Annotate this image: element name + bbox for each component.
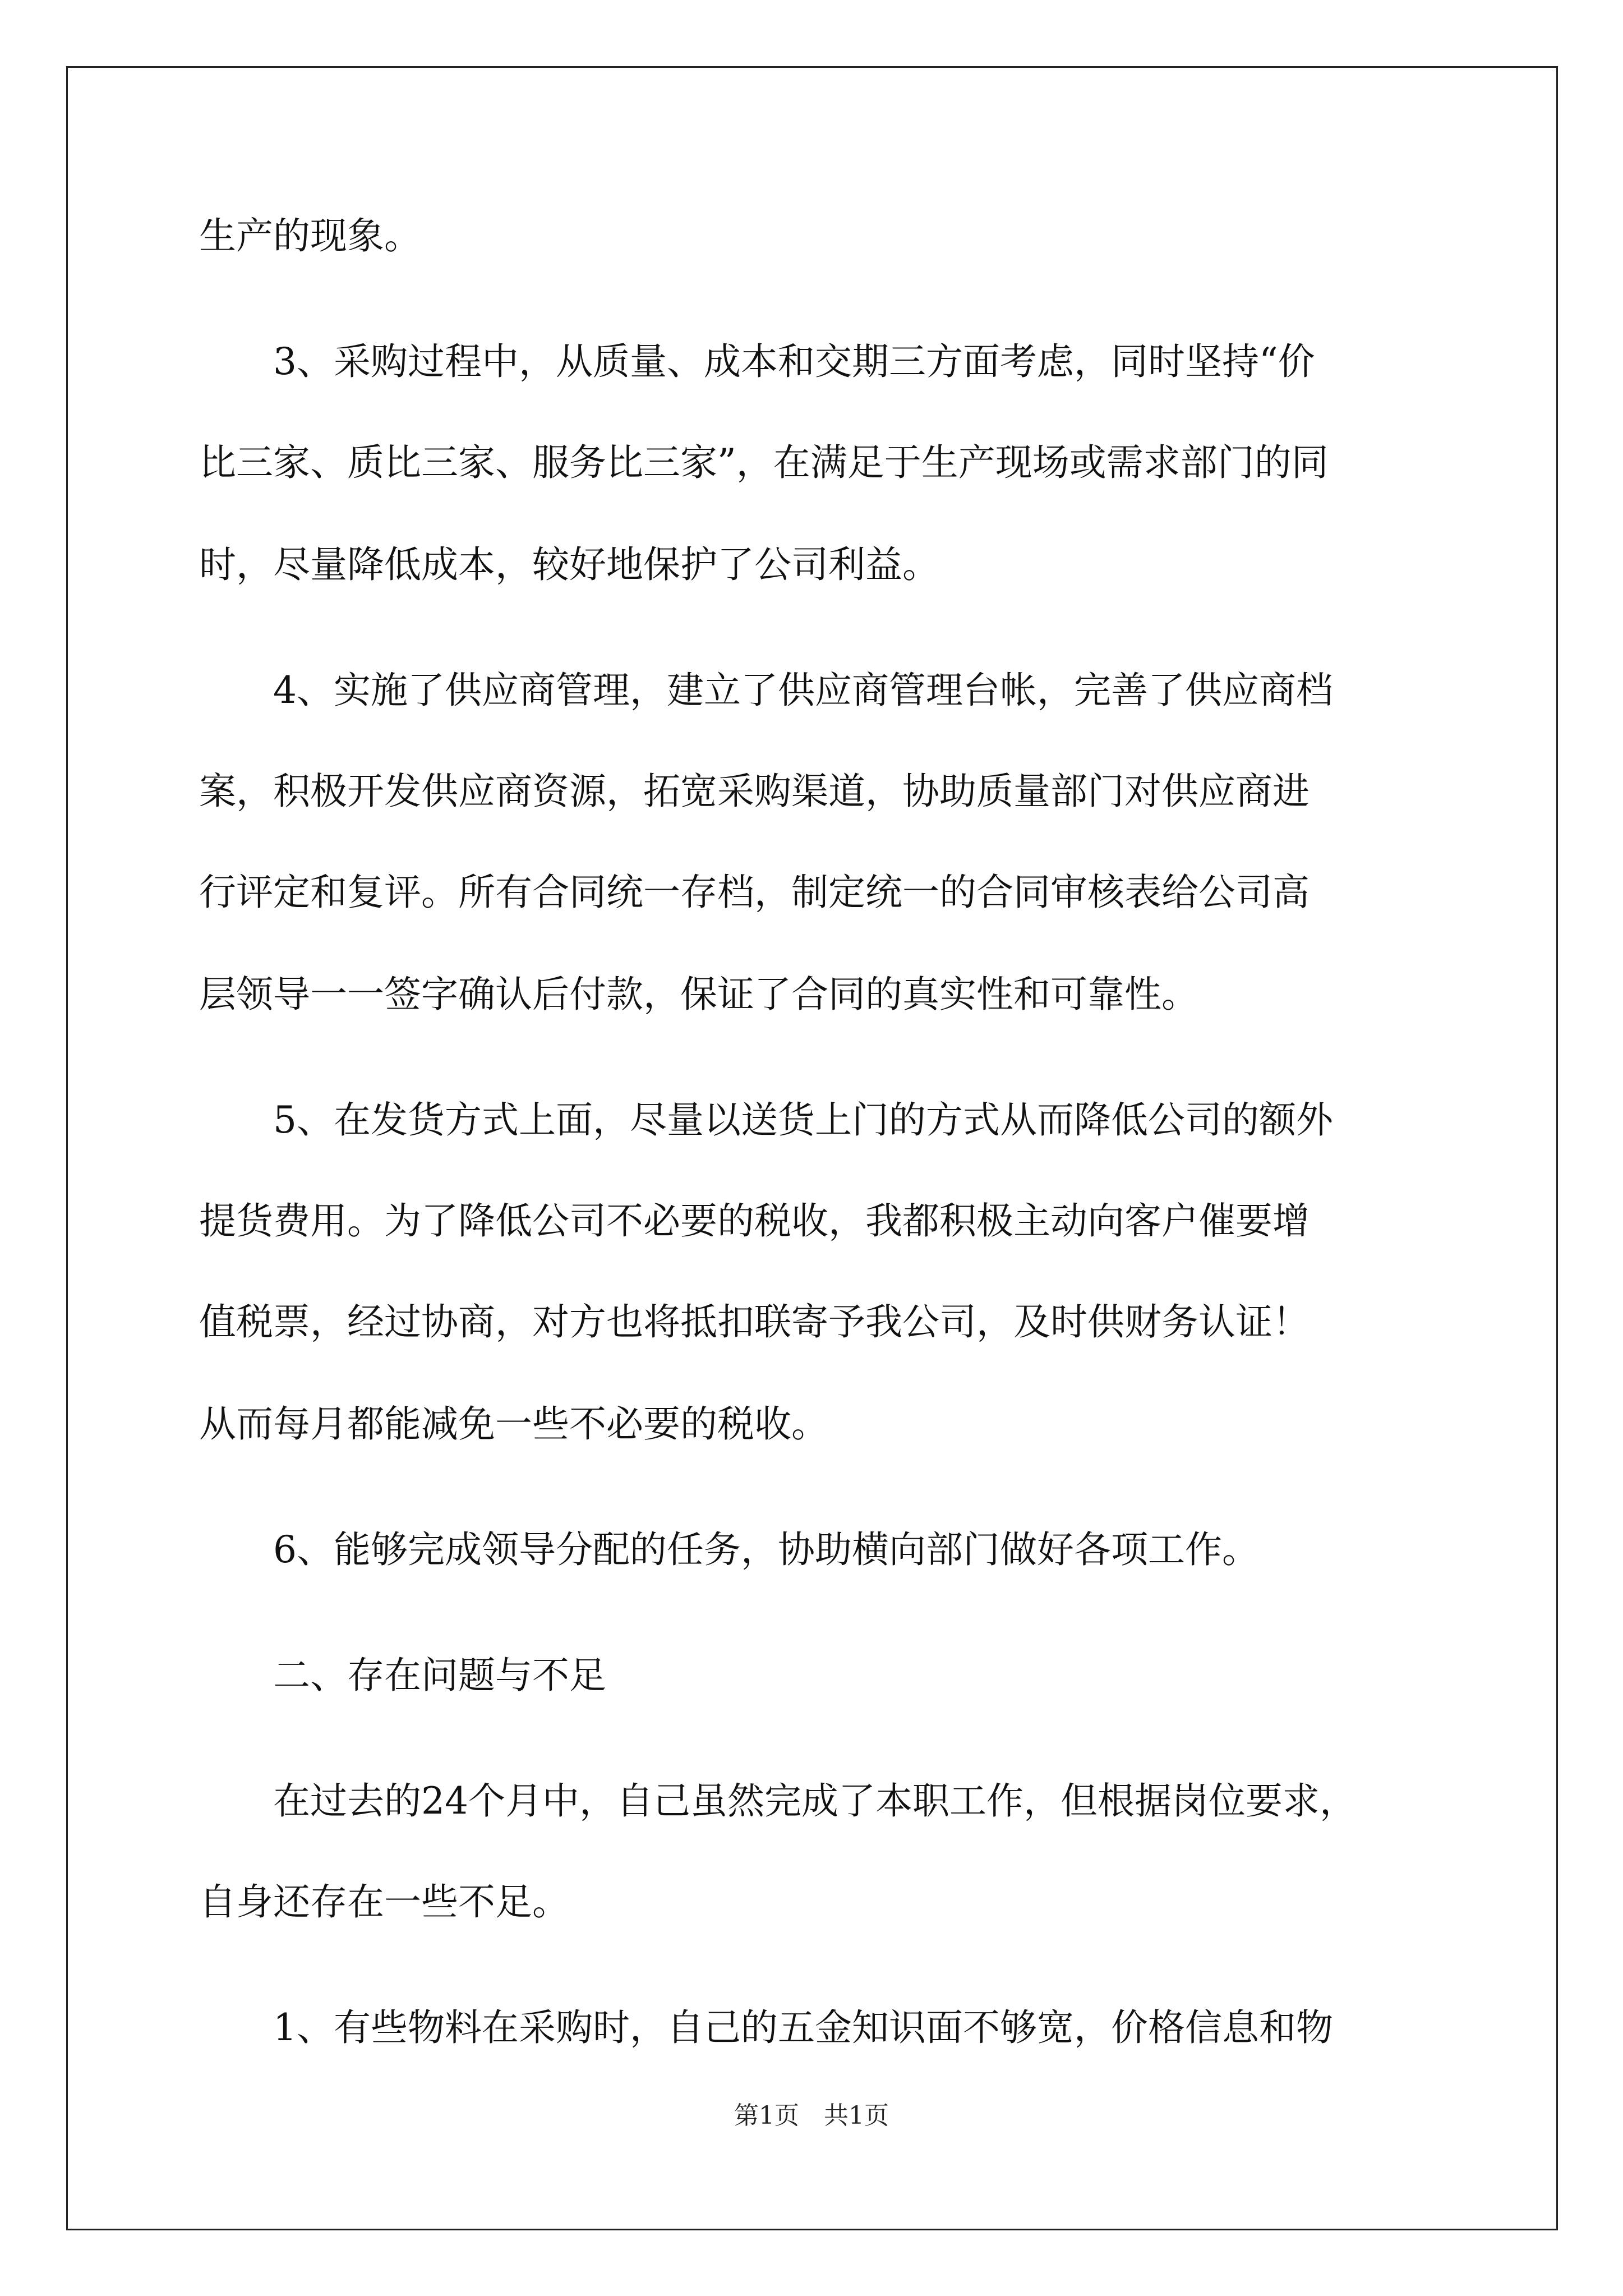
text-line: 层领导一一签字确认后付款，保证了合同的真实性和可靠性。 — [199, 973, 1198, 1016]
text-line: 3、采购过程中，从质量、成本和交期三方面考虑，同时坚持“价 — [199, 340, 1315, 383]
text-line: 在过去的24个月中，自己虽然完成了本职工作，但根据岗位要求， — [199, 1779, 1357, 1823]
text-line: 5、在发货方式上面，尽量以送货上门的方式从而降低公司的额外 — [199, 1098, 1333, 1142]
text-line: 提货费用。为了降低公司不必要的税收，我都积极主动向客户催要增 — [199, 1199, 1310, 1243]
page-number-footer: 第1页 共1页 — [734, 2101, 889, 2130]
text-line: 行评定和复评。所有合同统一存档，制定统一的合同审核表给公司高 — [199, 871, 1310, 914]
text-line: 值税票，经过协商，对方也将抵扣联寄予我公司，及时供财务认证！ — [199, 1300, 1310, 1343]
text-line: 从而每月都能减免一些不必要的税收。 — [199, 1402, 828, 1446]
section-heading: 二、存在问题与不足 — [199, 1654, 606, 1697]
text-line: 比三家、质比三家、服务比三家”，在满足于生产现场或需求部门的同 — [199, 441, 1329, 484]
text-line: 时，尽量降低成本，较好地保护了公司利益。 — [199, 543, 939, 586]
text-line: 自身还存在一些不足。 — [199, 1880, 569, 1924]
text-line: 4、实施了供应商管理，建立了供应商管理台帐，完善了供应商档 — [199, 669, 1333, 712]
text-line: 生产的现象。 — [199, 214, 421, 257]
text-line: 案，积极开发供应商资源，拓宽采购渠道，协助质量部门对供应商进 — [199, 770, 1310, 813]
text-line: 6、能够完成领导分配的任务，协助横向部门做好各项工作。 — [199, 1528, 1259, 1571]
text-line: 1、有些物料在采购时，自己的五金知识面不够宽，价格信息和物 — [199, 2006, 1333, 2049]
